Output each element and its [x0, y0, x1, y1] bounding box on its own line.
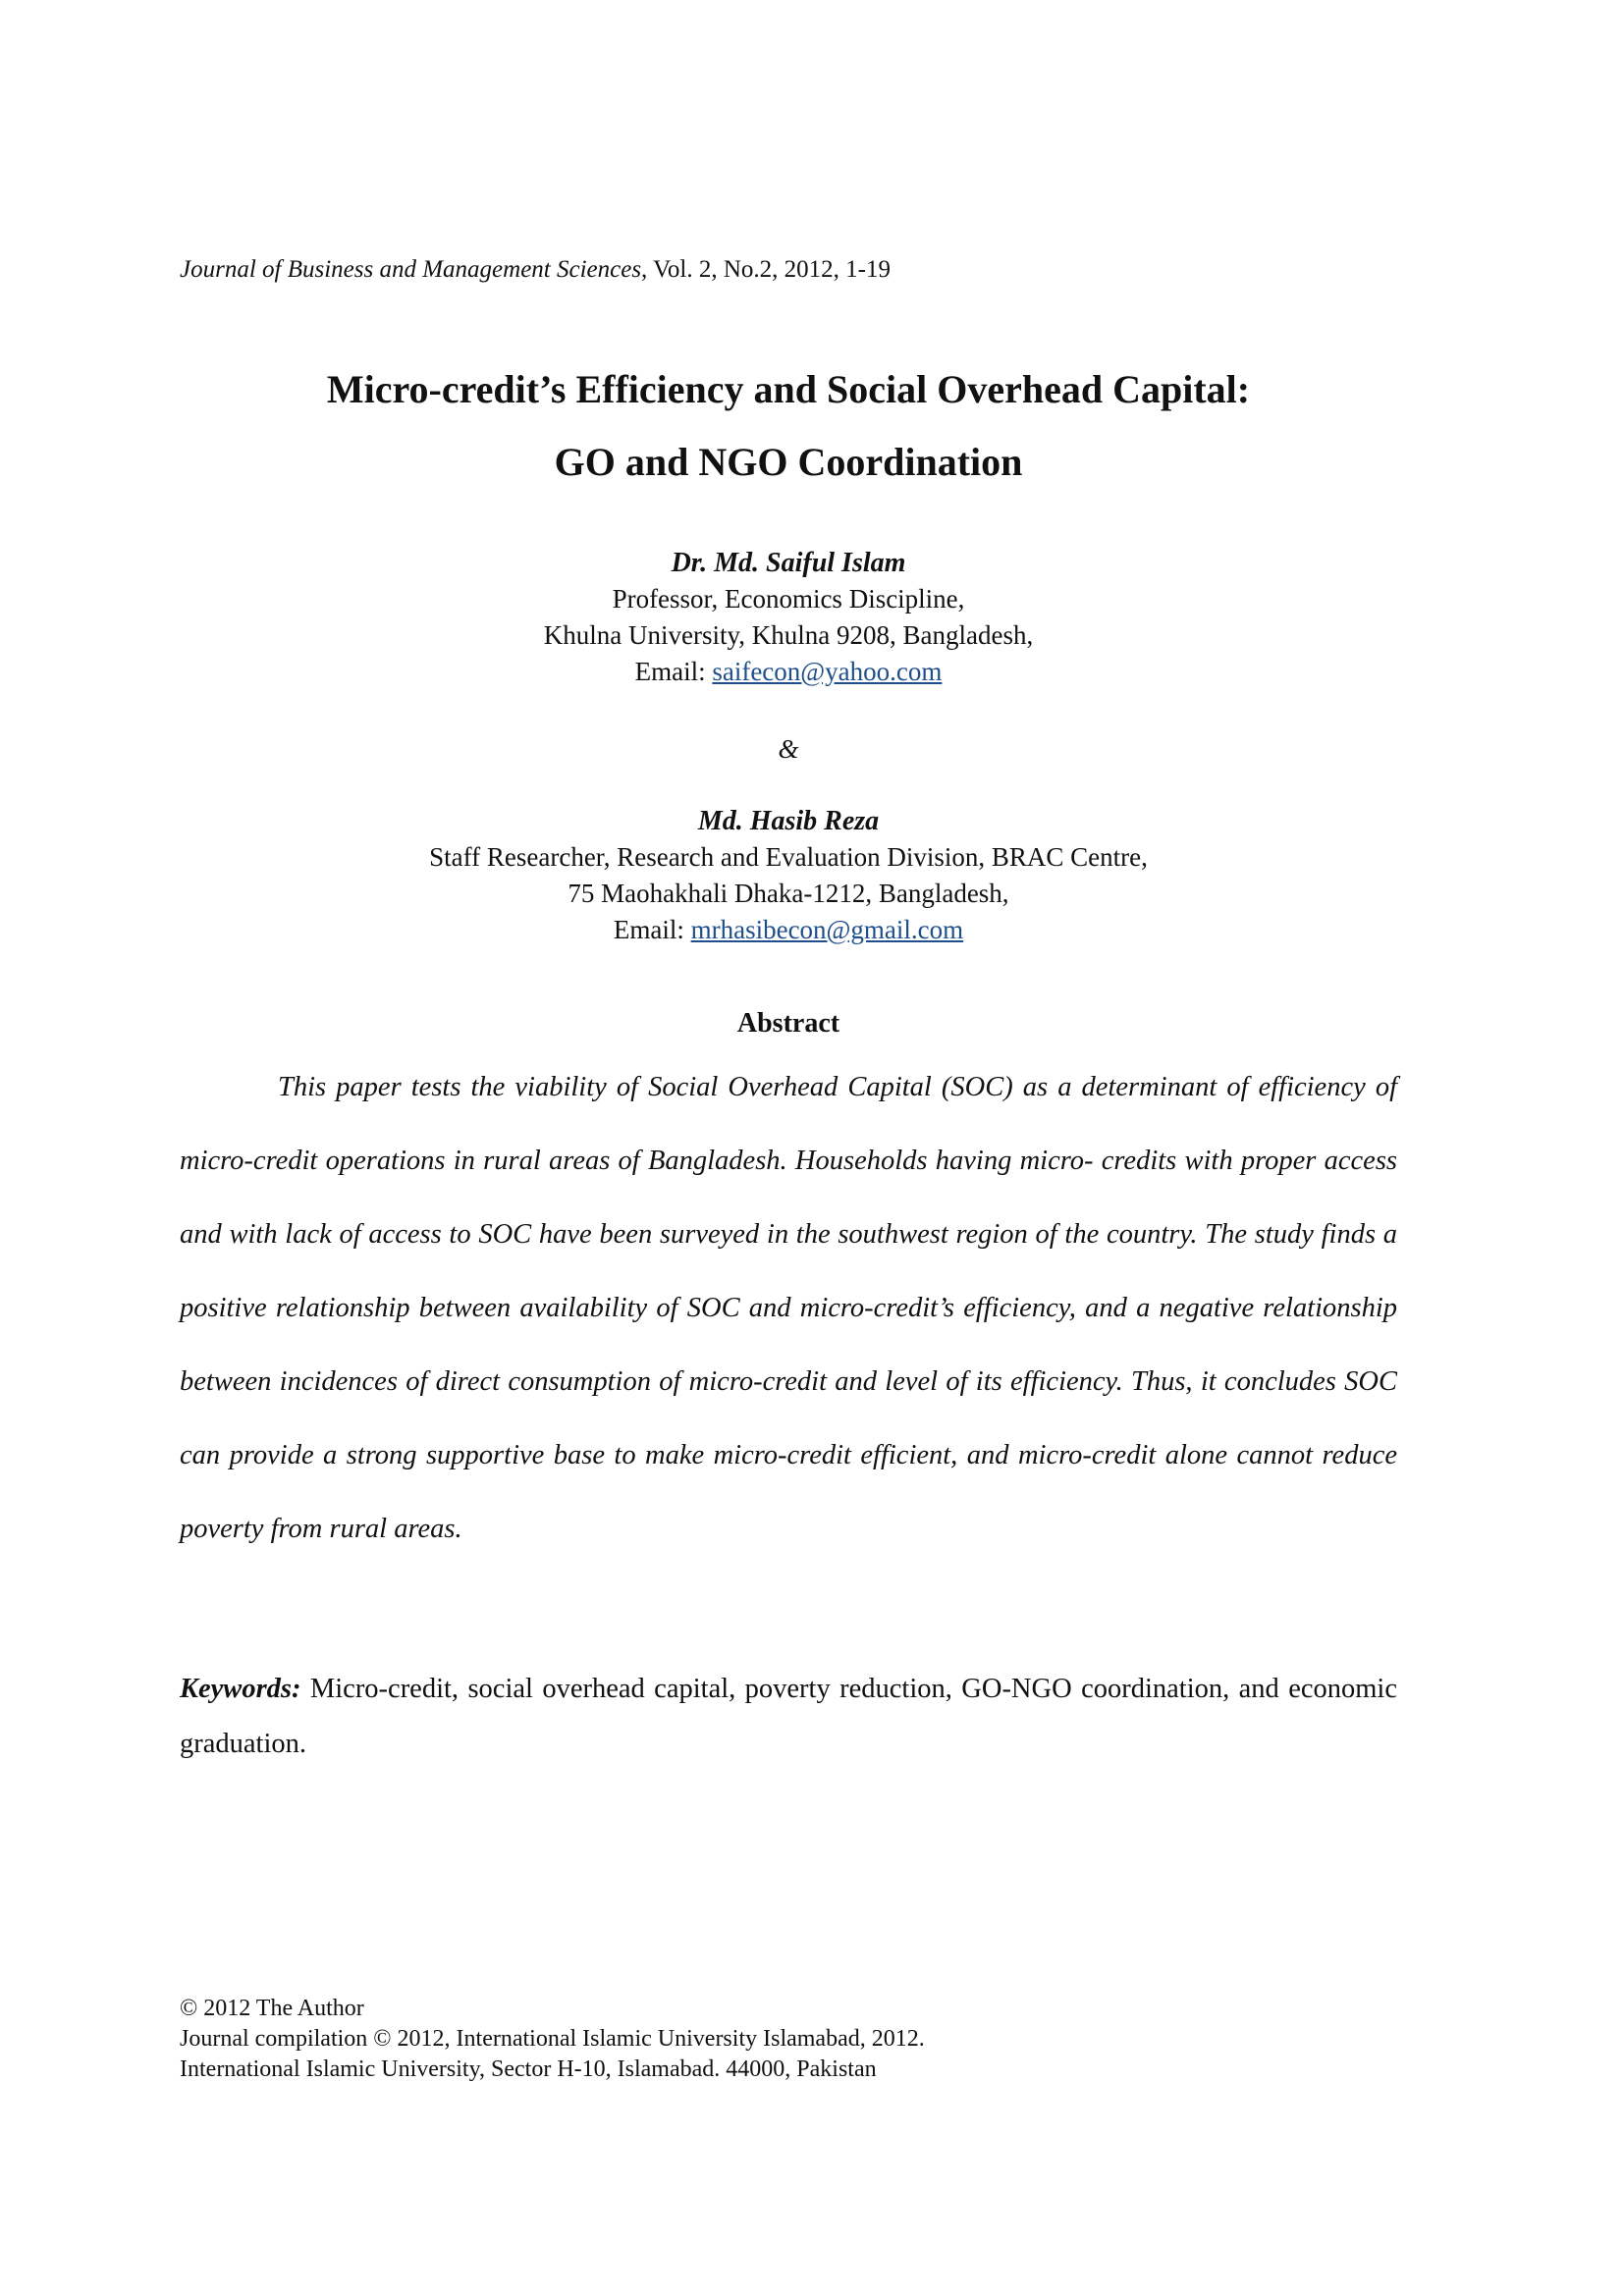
footer-line: Journal compilation © 2012, International Islamic University Islamabad, 2012.: [180, 2026, 925, 2052]
author-email-link[interactable]: mrhasibecon@gmail.com: [690, 915, 964, 944]
keywords: [180, 1662, 1397, 1772]
author-name: Dr. Md. Saiful Islam: [671, 548, 906, 578]
author-email-line: [180, 654, 1397, 690]
author-separator: &: [778, 734, 799, 764]
abstract-heading: Abstract: [736, 1008, 840, 1039]
keywords-label: Keywords:: [180, 1674, 301, 1704]
footer-line: International Islamic University, Sector H-10, Islamabad. 44000, Pakistan: [180, 2056, 877, 2082]
email-label: Email:: [634, 657, 713, 686]
abstract-text: This paper tests the viability of Social Overhead Capital (SOC) as a determinant of efficiency of micro-credit operations in rural areas of Bangladesh. Households having micro- credits with proper access and with lack of access to SOC have been surveyed in the southwest region of the country. The study finds a positive relationship between availability of SOC and micro-credit’s efficiency, and a negative relationship between incidences of direct consumption of micro-credit and level of its efficiency. Thus, it concludes SOC can provide a strong supportive base to make micro-credit efficient, and micro-credit alone cannot reduce poverty from rural areas.: [180, 1072, 1397, 1544]
journal-details: , Vol. 2, No.2, 2012, 1-19: [641, 256, 892, 283]
keywords-text: Micro-credit, social overhead capital, poverty reduction, GO-NGO coordination, and economic graduation.: [180, 1674, 1397, 1759]
author-block-2: [180, 803, 1397, 948]
email-label: Email:: [613, 915, 691, 944]
paper-title: [180, 353, 1397, 499]
title-line-2: GO and NGO Coordination: [554, 440, 1023, 484]
title-line-1: Micro-credit’s Efficiency and Social Overhead Capital:: [326, 367, 1251, 411]
author-affiliation-line: Professor, Economics Discipline,: [612, 584, 965, 614]
footer-line: © 2012 The Author: [180, 1996, 364, 2021]
author-affiliation-line: Khulna University, Khulna 9208, Bangladesh,: [543, 620, 1034, 650]
journal-name: Journal of Business and Management Sciences: [180, 256, 642, 283]
author-affiliation-line: Staff Researcher, Research and Evaluation Division, BRAC Centre,: [429, 842, 1148, 872]
copyright-footer: [180, 1994, 925, 2085]
author-block-1: [180, 545, 1397, 690]
author-email-link[interactable]: saifecon@yahoo.com: [712, 657, 943, 686]
journal-citation: [180, 253, 891, 287]
author-name: Md. Hasib Reza: [697, 806, 880, 836]
author-email-line: [180, 912, 1397, 948]
author-affiliation-line: 75 Maohakhali Dhaka-1212, Bangladesh,: [568, 879, 1009, 908]
